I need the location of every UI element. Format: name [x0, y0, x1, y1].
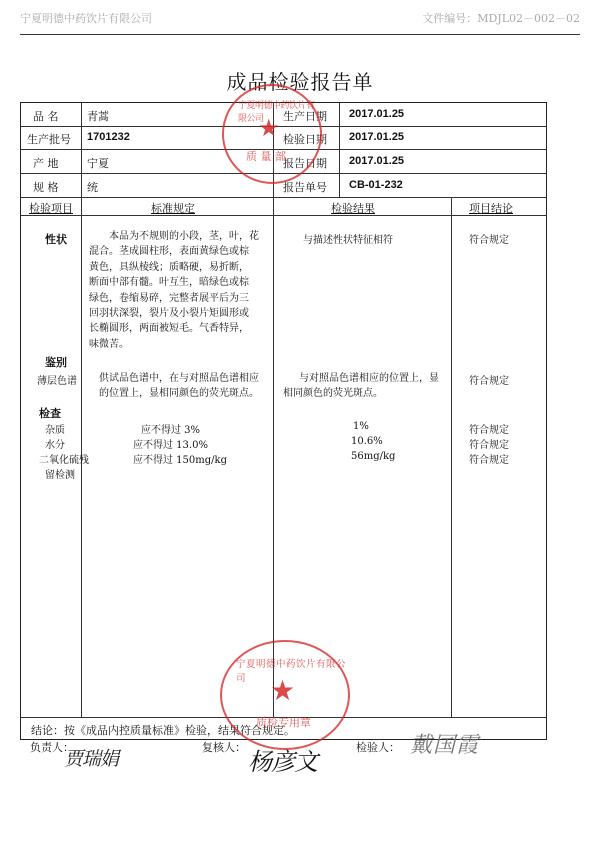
batch-label: 生产批号	[27, 133, 71, 146]
spec-label: 规 格	[33, 181, 59, 194]
column-header-result: 检验结果	[331, 202, 375, 215]
quality-dept-seal	[222, 84, 322, 184]
tlc-standard-line: 的位置上，显相同颜色的荧光斑点。	[99, 388, 259, 400]
so2-result: 56mg/kg	[351, 451, 396, 462]
origin-label: 产 地	[33, 157, 59, 170]
seal-company-text: 宁夏明德中药饮片有限公司	[238, 101, 315, 124]
production-date-label: 生产日期	[283, 110, 327, 123]
impurity-standard: 应不得过 3%	[141, 425, 201, 436]
report-date-label: 报告日期	[283, 157, 327, 170]
seal-company-text: 宁夏明德中药饮片有限公司	[236, 659, 347, 684]
row-divider	[21, 197, 546, 198]
impurity-conclusion: 符合规定	[469, 425, 509, 436]
reviewer-signature: 杨彦文	[248, 748, 317, 776]
inspection-date-label: 检验日期	[283, 133, 327, 146]
report-title: 成品检验报告单	[226, 70, 374, 94]
col-divider	[273, 197, 274, 717]
reviewer-label: 复核人：	[202, 741, 246, 754]
report-date-value: 2017.01.25	[349, 155, 405, 167]
column-header-conclusion: 项目结论	[469, 202, 513, 215]
tlc-result-line: 相同颜色的荧光斑点。	[283, 388, 383, 400]
tlc-standard	[99, 371, 271, 402]
page-header	[20, 0, 580, 35]
character-standard-line: 长椭圆形，两面被短毛。气香特异，	[89, 323, 249, 335]
report-number-label: 报告单号	[283, 181, 327, 194]
tlc-label: 薄层色谱	[37, 376, 77, 387]
character-standard-line: 本品为不规则的小段，茎，叶，花	[109, 231, 259, 242]
test-heading: 检查	[39, 407, 61, 420]
seal-dept-text: 质检专用章	[256, 716, 311, 729]
so2-label-cont: 留检测	[45, 470, 75, 481]
impurity-result: 1%	[353, 421, 369, 432]
inspector-label: 检验人：	[356, 741, 400, 754]
name-label: 品 名	[33, 110, 59, 123]
character-standard-line: 味微苦。	[89, 338, 129, 350]
row-divider	[21, 215, 546, 216]
character-heading: 性状	[45, 233, 67, 246]
character-standard	[89, 229, 269, 352]
tlc-conclusion: 符合规定	[469, 376, 509, 387]
spec-value: 统	[87, 181, 98, 194]
star-icon: ★	[270, 674, 296, 707]
character-result: 与描述性状特征相符	[303, 235, 393, 246]
column-header-item: 检验项目	[29, 202, 73, 215]
responsible-label: 负责人：	[30, 741, 74, 754]
character-standard-line: 黄色，具纵棱线；质略硬，易折断，	[89, 261, 249, 273]
moisture-conclusion: 符合规定	[469, 440, 509, 451]
so2-conclusion: 符合规定	[469, 455, 509, 466]
tlc-standard-line: 供试品色谱中，在与对照品色谱相应	[99, 373, 259, 384]
tlc-result-line: 与对照品色谱相应的位置上，显	[299, 373, 439, 384]
impurity-label: 杂质	[45, 425, 65, 436]
conclusion-text: 结论：按《成品内控质量标准》检验，结果符合规定。	[31, 724, 295, 737]
so2-label: 二氧化硫残	[39, 455, 89, 466]
company-name: 宁夏明德中药饮片有限公司	[20, 12, 152, 25]
batch-value: 1701232	[87, 131, 130, 143]
document-number: 文件编号：MDJL02－002－02	[422, 12, 580, 25]
name-value: 青蒿	[87, 110, 109, 123]
col-divider	[81, 103, 82, 197]
inspector-signature: 戴国霞	[410, 733, 480, 758]
moisture-standard: 应不得过 13.0%	[133, 440, 208, 451]
inspection-date-value: 2017.01.25	[349, 131, 405, 143]
seal-dept-text: 质 量 部	[246, 150, 286, 163]
character-standard-line: 绿色，卷缩易碎，完整者展平后为三	[89, 292, 249, 304]
col-divider	[451, 197, 452, 717]
report-number-value: CB-01-232	[349, 179, 403, 191]
so2-standard: 应不得过 150mg/kg	[133, 455, 227, 466]
moisture-result: 10.6%	[351, 436, 383, 447]
tlc-result	[283, 371, 449, 402]
column-header-standard: 标准规定	[151, 202, 195, 215]
character-standard-line: 混合。茎成圆柱形，表面黄绿色或棕	[89, 246, 249, 258]
production-date-value: 2017.01.25	[349, 108, 405, 120]
col-divider	[339, 103, 340, 197]
qc-special-seal	[220, 640, 350, 750]
character-standard-line: 断面中部有髓。叶互生，暗绿色或棕	[89, 277, 249, 289]
moisture-label: 水分	[45, 440, 65, 451]
star-icon: ★	[258, 114, 280, 142]
character-standard-line: 回羽状深裂，裂片及小裂片矩圆形或	[89, 308, 249, 320]
responsible-signature: 贾瑞娟	[64, 748, 119, 770]
origin-value: 宁夏	[87, 157, 109, 170]
character-conclusion: 符合规定	[469, 235, 509, 246]
identification-heading: 鉴别	[45, 356, 67, 369]
